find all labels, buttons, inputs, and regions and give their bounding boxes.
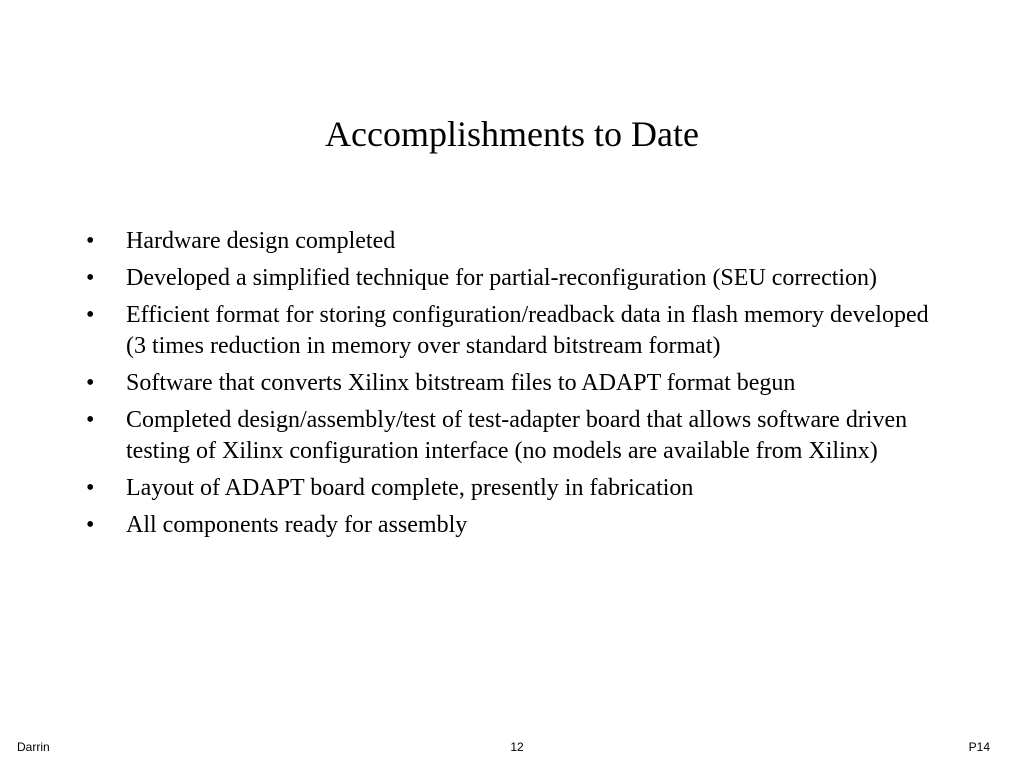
bullet-text: Software that converts Xilinx bitstream files to ADAPT format begun [126,370,796,396]
bullet-text: Efficient format for storing configuration/readback data in flash memory developed (3 times reduction in memory over standard bitstream format) [126,302,929,359]
bullet-icon: • [86,265,95,291]
slide-title: Accomplishments to Date [325,114,699,154]
bullet-icon: • [86,407,95,433]
list-item [86,226,936,257]
bullet-icon: • [86,302,95,328]
bullet-text: Developed a simplified technique for partial-reconfiguration (SEU correction) [126,265,878,291]
footer-author: Darrin [17,740,50,754]
bullet-icon: • [86,370,95,396]
list-item [86,473,936,504]
bullet-list [86,226,936,547]
bullet-text: Layout of ADAPT board complete, presently in fabrication [126,475,694,501]
bullet-icon: • [86,512,95,538]
footer-slide-code: P14 [968,740,990,754]
bullet-icon: • [86,228,95,254]
list-item [86,368,936,399]
list-item [86,510,936,541]
list-item [86,263,936,294]
bullet-icon: • [86,475,95,501]
bullet-text: All components ready for assembly [126,512,468,538]
footer-page-number: 12 [510,740,524,754]
bullet-text: Completed design/assembly/test of test-adapter board that allows software driven testing of Xilinx configuration interface (no models are available from Xilinx) [126,407,908,464]
bullet-text: Hardware design completed [126,228,396,254]
list-item [86,405,936,467]
list-item [86,300,936,362]
